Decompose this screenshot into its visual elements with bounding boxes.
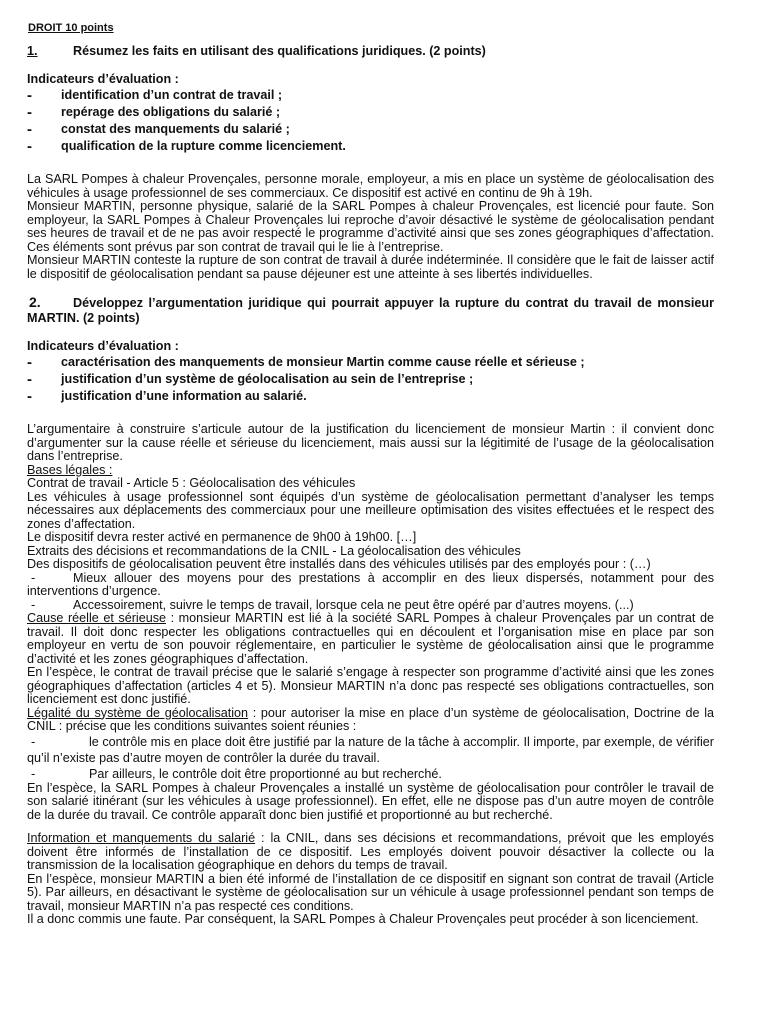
contrat-article: Contrat de travail - Article 5 : Géolocalisation des véhicules: [27, 476, 356, 490]
cnil-dash-item: - Mieux allouer des moyens pour des prestations à accomplir en des lieux dispersés, notamment pour des interventions d’urgence.: [27, 570, 714, 598]
q2-indicators-list: [27, 354, 714, 405]
cnil-extraits: Extraits des décisions et recommandations de la CNIL - La géolocalisation des véhicules: [27, 543, 521, 558]
conclusion: Il a donc commis une faute. Par conséquent, la SARL Pompes à Chaleur Provençales peut procéder à son licenciement.: [27, 912, 699, 926]
q1-indicators-title: Indicateurs d’évaluation :: [27, 72, 179, 86]
question-2-number: 2.: [29, 294, 41, 310]
cause-label: Cause réelle et sérieuse: [27, 611, 167, 625]
cnil-dash-item: - Accessoirement, suivre le temps de travail, lorsque cela ne peut être opéré par d’autres moyens. (...): [31, 597, 634, 612]
legalite-dash-text: Par ailleurs, le contrôle doit être proportionné au but recherché.: [89, 766, 442, 781]
document-header: DROIT 10 points: [28, 22, 114, 34]
q1-indicator: - qualification de la rupture comme licenciement.: [27, 138, 714, 155]
q1-paragraph: La SARL Pompes à chaleur Provençales, personne morale, employeur, a mis en place un système de géolocalisation des véhicules à usage professionnel de ses commerciaux. Ce dispositif est activé en continu de 9h à 19h.: [27, 172, 714, 200]
info-label: Information et manquements du salarié: [27, 831, 256, 845]
cnil-intro: Des dispositifs de géolocalisation peuvent être installés dans des véhicules utilisés par des employés pour : (…): [27, 557, 651, 571]
q1-indicator: - constat des manquements du salarié ;: [27, 121, 714, 138]
bases-legales-line: [27, 464, 714, 478]
bases-legales-label: Bases légales :: [27, 462, 113, 477]
cnil-dash-text: Mieux allouer des moyens pour des prestations à accomplir en des lieux dispersés, notamment pour des interventions d’urgence.: [27, 570, 714, 598]
cause-text: : monsieur MARTIN est lié à la société SARL Pompes à chaleur Provençales par un contrat de travail. Il doit donc respecter les obligations contractuelles qui en découlent et l’organisation mise en place par son employeur en vertu de son pouvoir réglementaire, en particulier le système de géolocalisation ainsi que le programme d’activité et les zones géographiques d’affectation.: [27, 611, 715, 666]
info-espece: En l’espèce, monsieur MARTIN a bien été informé de l’installation de ce dispositif en signant son contrat de travail (Article 5). Par ailleurs, en désactivant le système de géolocalisation sur un véhicule à usage professionnel pendant son temps de travail, monsieur MARTIN n’a pas respecté ces conditions.: [27, 871, 714, 913]
q1-paragraph: Monsieur MARTIN conteste la rupture de son contrat de travail à durée indéterminée. Il considère que le fait de laisser actif le dispositif de géolocalisation pendant sa pause déjeuner est une atteinte à ses libertés individuelles.: [27, 253, 714, 281]
cause-espece: En l’espèce, le contrat de travail précise que le salarié s’engage à respecter son programme d’activité ainsi que les zones géographiques d’affectation (articles 4 et 5). Monsieur MARTIN n’a donc pas respecté ses obligations contractuelles, son licenciement est donc justifié.: [27, 665, 714, 706]
dispositif-paragraph: Le dispositif devra rester activé en permanence de 9h00 à 19h00. […]: [27, 530, 417, 544]
cnil-dash-text: Accessoirement, suivre le temps de travail, lorsque cela ne peut être opéré par d’autres moyens. (...): [73, 597, 634, 612]
legalite-dash-text: le contrôle mis en place doit être justifié par la nature de la tâche à accomplir. Il importe, par exemple, de vérifier qu’il n’existe pas d’autre moyen de contrôler la durée du travail.: [27, 734, 714, 765]
q2-indicator: - justification d’un système de géolocalisation au sein de l’entreprise ;: [27, 371, 714, 388]
q1-paragraph: Monsieur MARTIN, personne physique, salarié de la SARL Pompes à chaleur Provençales, est licencié pour faute. Son employeur, la SARL Pompes à Chaleur Provençales lui reproche d’avoir désactivé le système de géolocalisation pendant ses heures de travail et de ne pas avoir respecté le programme d’activité ainsi que ses zones géographiques d’affectation. Ces éléments sont prévus par son contrat de travail qui le lie à l’entreprise.: [27, 199, 714, 254]
q1-indicator: - repérage des obligations du salarié ;: [27, 104, 714, 121]
cause-paragraph: [27, 612, 714, 666]
legalite-dash-item: - Par ailleurs, le contrôle doit être proportionné au but recherché.: [31, 766, 442, 781]
q2-indicator: - justification d’une information au salarié.: [27, 388, 714, 405]
question-1: [27, 44, 714, 59]
argument-intro: L’argumentaire à construire s’articule autour de la justification du licenciement de monsieur Martin : il convient donc d’argumenter sur la cause réelle et sérieuse du licenciement, mais aussi sur la légitimité de l’usage de la géolocalisation dans l’entreprise.: [27, 422, 714, 463]
vehicules-paragraph: Les véhicules à usage professionnel sont équipés d’un système de géolocalisation permettant d’analyser les temps nécessaires aux déplacements des commerciaux pour une meilleure optimisation des visites effectuées et le respect des zones d’affectation.: [27, 489, 714, 531]
legalite-dash-item: - le contrôle mis en place doit être justifié par la nature de la tâche à accomplir. Il importe, par exemple, de vérifier qu’il n’existe pas d’autre moyen de contrôler la durée du travail.: [27, 734, 714, 765]
question-2: [27, 295, 714, 326]
question-2-text: Développez l’argumentation juridique qui pourrait appuyer la rupture du contrat du travail de monsieur MARTIN. (2 points): [27, 296, 714, 325]
q1-indicator: - identification d’un contrat de travail ;: [27, 87, 714, 104]
legalite-espece: En l’espèce, la SARL Pompes à chaleur Provençales a installé un système de géolocalisation pour contrôler le travail de son salarié itinérant (sur les véhicules à usage professionnel). En effet, elle ne dispose pas d’un autre moyen de contrôle de la durée du travail. Ce contrôle apparaît donc bien justifié et proportionné au but recherché.: [27, 780, 714, 822]
info-paragraph: [27, 832, 714, 873]
legalite-text: : pour autoriser la mise en place d’un système de géolocalisation, Doctrine de la CNIL : précise que les conditions suivantes soient réunies :: [27, 705, 714, 733]
q1-indicators-list: [27, 87, 714, 155]
q2-indicators-title: Indicateurs d’évaluation :: [27, 339, 179, 353]
legalite-label: Légalité du système de géolocalisation: [27, 705, 249, 720]
legalite-paragraph: [27, 707, 714, 734]
question-1-number: 1.: [27, 44, 38, 58]
info-text: : la CNIL, dans ses décisions et recommandations, prévoit que les employés doivent être informés de l’installation de ce dispositif. Les employés doivent pouvoir désactiver la collecte ou la transmission de la localisation géographique en dehors du temps de travail.: [27, 831, 714, 872]
q2-indicator: - caractérisation des manquements de monsieur Martin comme cause réelle et sérieuse ;: [27, 354, 714, 371]
question-1-text: Résumez les faits en utilisant des qualifications juridiques. (2 points): [73, 44, 486, 58]
